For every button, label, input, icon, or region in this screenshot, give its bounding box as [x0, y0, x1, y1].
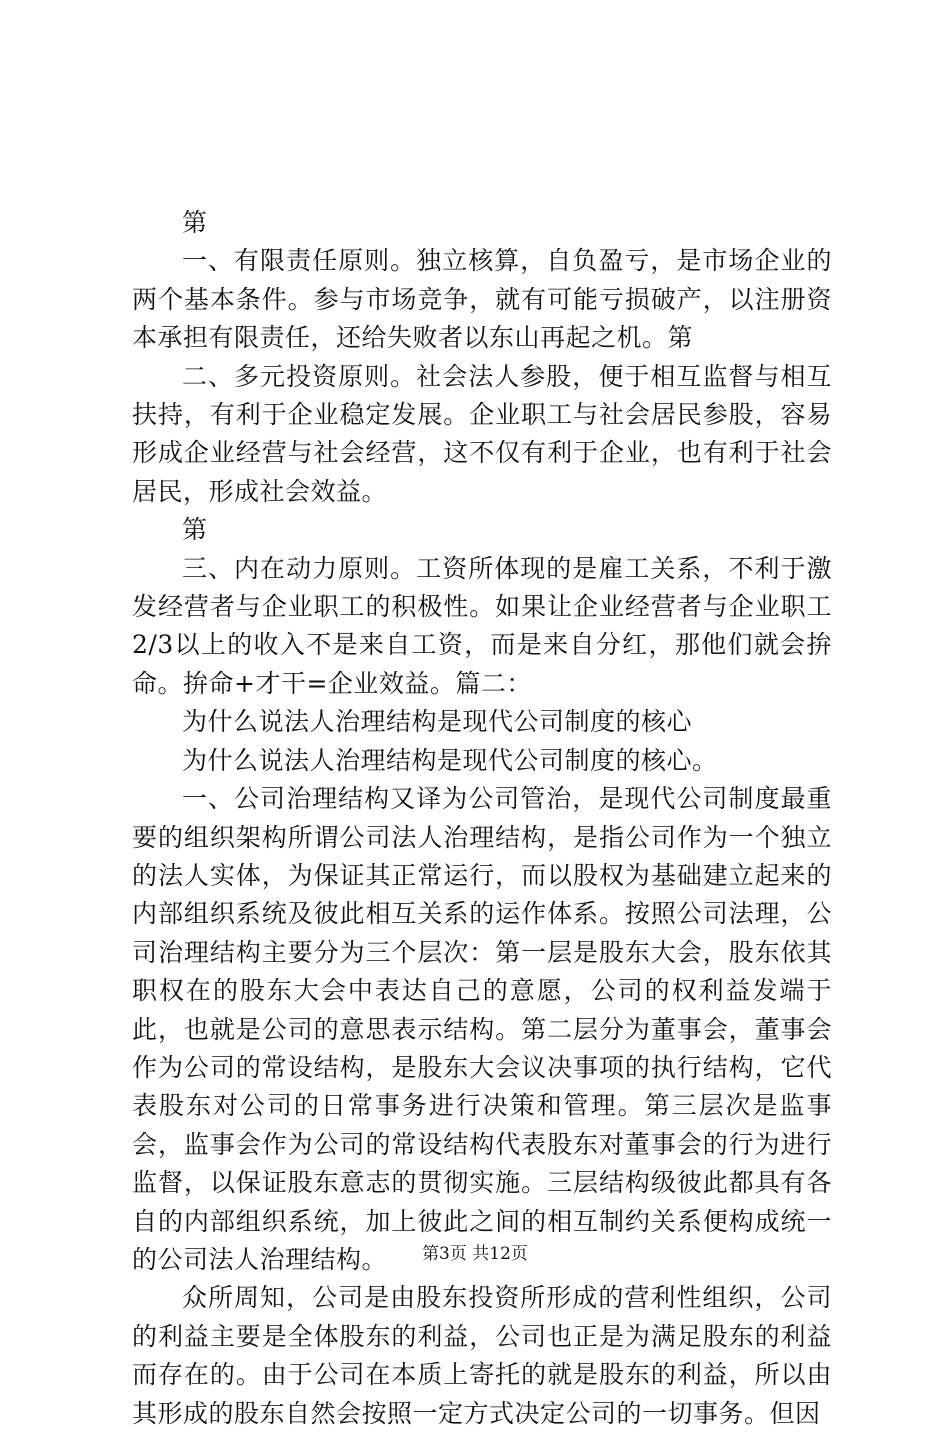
paragraph: 三、内在动力原则。工资所体现的是雇工关系，不利于激发经营者与企业职工的积极性。如果让企业经营者与企业职工2/3以上的收入不是来自工资，而是来自分红，那他们就会拚命。拚命+才干=企业效益。篇二： [132, 553, 832, 698]
paragraph: 为什么说法人治理结构是现代公司制度的核心。 [182, 745, 718, 775]
paragraph: 二、多元投资原则。社会法人参股，便于相互监督与相互扶持，有利于企业稳定发展。企业职工与社会居民参股，容易形成企业经营与社会经营，这不仅有利于企业，也有利于社会居民，形成社会效益。 [132, 361, 832, 506]
paragraph: 第 [182, 208, 208, 237]
paragraph: 众所周知，公司是由股东投资所形成的营利性组织，公司的利益主要是全体股东的利益，公司也正是为满足股东的利益而存在的。由于公司在本质上寄托的就是股东的利益，所以由其形成的股东自然会按照一定方式决定公司的一切事务。但因 [132, 1283, 832, 1428]
page-footer: 第3页 共12页 [422, 1244, 528, 1264]
paragraph: 为什么说法人治理结构是现代公司制度的核心 [182, 707, 693, 737]
paragraph: 第 [182, 515, 208, 545]
paragraph: 一、公司治理结构又译为公司管治，是现代公司制度最重要的组织架构所谓公司法人治理结构，是指公司作为一个独立的法人实体，为保证其正常运行，而以股权为基础建立起来的内部组织系统及彼此相互关系的运作体系。按照公司法理，公司治理结构主要分为三个层次：第一层是股东大会，股东依其职权在的股东大会中表达自己的意愿，公司的权利益发端于此，也就是公司的意思表示结构。第二层分为董事会，董事会作为公司的常设结构，是股东大会议决事项的执行结构，它代表股东对公司的日常事务进行决策和管理。第三层次是监事会，监事会作为公司的常设结构代表股东对董事会的行为进行监督，以保证股东意志的贯彻实施。三层结构级彼此都具有各自的内部组织系统，加上彼此之间的相互制约关系便构成统一的公司法人治理结构。 [132, 784, 832, 1274]
paragraph: 一、有限责任原则。独立核算，自负盈亏，是市场企业的两个基本条件。参与市场竞争，就有可能亏损破产，以注册资本承担有限责任，还给失败者以东山再起之机。第 [132, 246, 832, 353]
